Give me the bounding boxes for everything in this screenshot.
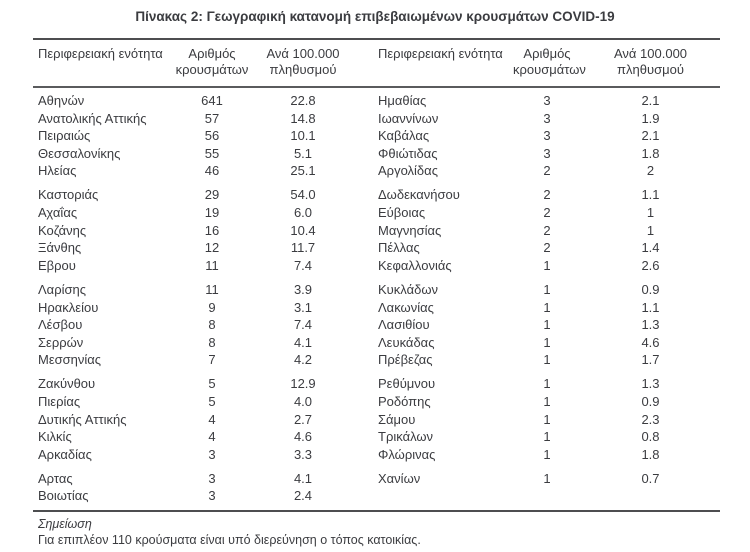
- case-count: 16: [204, 222, 220, 238]
- rate-per-100k: 2.1: [641, 93, 660, 108]
- rate-per-100k: 1.3: [641, 376, 660, 392]
- rate-per-100k: 1.8: [641, 446, 660, 462]
- region-name: Καστοριάς: [38, 187, 99, 203]
- rate-per-100k: 6.0: [293, 205, 313, 221]
- rate-per-100k: 3.9: [293, 281, 313, 297]
- header-per100k-right-line1: Ανά 100.000: [613, 46, 688, 61]
- case-count: 2: [543, 187, 551, 203]
- rate-per-100k: 2: [646, 163, 655, 179]
- region-name: [345, 487, 513, 505]
- rate-per-100k: 7.4: [293, 257, 313, 273]
- header-per100k-right: [581, 46, 720, 78]
- region-name: Κοζάνης: [38, 222, 87, 238]
- rate-per-100k: 1.1: [641, 299, 660, 315]
- region-name: Θεσσαλονίκης: [38, 145, 121, 161]
- case-count: 1: [543, 446, 551, 462]
- header-per100k-right-line2: πληθυσμού: [617, 62, 684, 77]
- region-name: Ρεθύμνου: [378, 376, 436, 392]
- header-cases-right-line2: κρουσμάτων: [513, 62, 586, 77]
- region-name: Σάμου: [378, 411, 416, 427]
- rate-per-100k: 0.8: [641, 429, 660, 445]
- rate-per-100k: 4.0: [293, 394, 313, 409]
- case-count: 5: [208, 394, 216, 409]
- rate-per-100k: 22.8: [290, 93, 316, 108]
- table-row: [33, 446, 720, 464]
- covid-distribution-table: [33, 38, 720, 512]
- rate-per-100k: 14.8: [290, 110, 316, 126]
- region-name: Λαρίσης: [38, 281, 87, 297]
- header-per100k-left-line1: Ανά 100.000: [266, 46, 340, 61]
- case-count: 8: [208, 317, 216, 333]
- case-count: 1: [543, 334, 551, 350]
- header-per100k-left-line2: πληθυσμού: [269, 62, 337, 77]
- region-name: Ροδόπης: [378, 394, 431, 409]
- table-row: [33, 411, 720, 429]
- rate-per-100k: 12.9: [290, 376, 316, 392]
- case-count: 5: [208, 376, 216, 392]
- case-count: 3: [208, 470, 216, 486]
- header-region-left: Περιφερειακή ενότητα: [38, 46, 163, 61]
- case-count: 1: [543, 470, 551, 486]
- rate-per-100k: 2.4: [293, 488, 313, 504]
- rate-per-100k: 4.1: [293, 470, 313, 486]
- region-name: Εύβοιας: [378, 205, 426, 221]
- header-cases-left-line1: Αριθμός: [188, 46, 236, 61]
- case-count: 1: [543, 257, 551, 273]
- rate-per-100k: 10.1: [290, 128, 316, 144]
- header-cases-right-line1: Αριθμός: [523, 46, 571, 61]
- case-count: 1: [543, 299, 551, 315]
- rate-per-100k: 4.2: [293, 352, 313, 368]
- rate-per-100k: 54.0: [290, 187, 316, 203]
- case-count: 2: [543, 205, 551, 221]
- region-name: Δωδεκανήσου: [378, 187, 460, 203]
- footnote-label: Σημείωση: [38, 517, 92, 532]
- row-group: [33, 375, 720, 463]
- region-name: Κεφαλλονιάς: [378, 257, 452, 273]
- case-count: 2: [543, 240, 551, 256]
- rate-per-100k: 4.1: [293, 334, 313, 350]
- table-row: [33, 393, 720, 411]
- table-row: [33, 281, 720, 299]
- table-row: [33, 204, 720, 222]
- case-count: 2: [543, 163, 551, 179]
- rate-per-100k: 11.7: [290, 240, 316, 256]
- table-row: [33, 257, 720, 275]
- footnote-text: Για επιπλέον 110 κρούσματα είναι υπό διερεύνηση ο τόπος κατοικίας.: [38, 533, 421, 548]
- case-count: 641: [201, 93, 223, 108]
- region-name: Δυτικής Αττικής: [38, 411, 127, 427]
- case-count: 56: [204, 128, 220, 144]
- table-bottom-rule: [33, 510, 720, 512]
- rate-per-100k: 4.6: [293, 429, 313, 445]
- region-name: Ζακύνθου: [38, 376, 96, 392]
- row-group: [33, 92, 720, 180]
- table-row: [33, 351, 720, 369]
- region-name: Φλώρινας: [378, 446, 436, 462]
- table-row: [33, 470, 720, 488]
- rate-per-100k: 2.6: [641, 257, 660, 273]
- region-name: Καβάλας: [378, 128, 430, 144]
- rate-per-100k: 25.1: [290, 163, 316, 179]
- case-count: 8: [208, 334, 216, 350]
- rate-per-100k: 0.9: [641, 281, 660, 297]
- rate-per-100k: 1.4: [641, 240, 660, 256]
- header-region-right: Περιφερειακή ενότητα: [378, 46, 503, 61]
- case-count: 3: [543, 110, 551, 126]
- region-name: Μαγνησίας: [378, 222, 442, 238]
- region-name: Αθηνών: [38, 93, 85, 108]
- region-name: Κιλκίς: [38, 429, 72, 445]
- rate-per-100k: 1.8: [641, 145, 660, 161]
- row-group: [33, 186, 720, 274]
- case-count: 1: [543, 376, 551, 392]
- rate-per-100k: [581, 487, 720, 505]
- table-row: [33, 127, 720, 145]
- region-name: Βοιωτίας: [38, 488, 89, 504]
- rate-per-100k: 1: [646, 205, 655, 221]
- region-name: Αρτας: [38, 470, 73, 486]
- rate-per-100k: 10.4: [290, 222, 316, 238]
- case-count: 1: [543, 394, 551, 409]
- rate-per-100k: 4.6: [641, 334, 660, 350]
- region-name: Εβρου: [38, 257, 76, 273]
- header-cases-left-line2: κρουσμάτων: [175, 62, 249, 77]
- case-count: 4: [208, 429, 216, 445]
- case-count: 1: [543, 281, 551, 297]
- case-count: 29: [204, 187, 220, 203]
- rate-per-100k: 7.4: [293, 317, 313, 333]
- header-per100k-left: [261, 46, 345, 78]
- region-name: Ιωαννίνων: [378, 110, 439, 126]
- case-count: 4: [208, 411, 216, 427]
- rate-per-100k: 0.7: [641, 470, 660, 486]
- table-row: [33, 334, 720, 352]
- case-count: 1: [543, 317, 551, 333]
- rate-per-100k: 3.3: [293, 446, 313, 462]
- table-body: [33, 88, 720, 505]
- rate-per-100k: 3.1: [293, 299, 313, 315]
- case-count: [513, 487, 581, 505]
- region-name: Αρκαδίας: [38, 446, 92, 462]
- region-name: Χανίων: [378, 470, 421, 486]
- header-cases-left: [163, 46, 261, 78]
- case-count: 3: [543, 93, 551, 108]
- rate-per-100k: 2.7: [293, 411, 313, 427]
- region-name: Ηλείας: [38, 163, 77, 179]
- region-name: Λακωνίας: [378, 299, 434, 315]
- region-name: Αχαΐας: [38, 205, 78, 221]
- table-row: [33, 487, 720, 505]
- table-header-row: [33, 38, 720, 88]
- region-name: Τρικάλων: [378, 429, 434, 445]
- case-count: 3: [208, 446, 216, 462]
- rate-per-100k: 5.1: [293, 145, 313, 161]
- footnote: [38, 516, 720, 548]
- rate-per-100k: 1: [646, 222, 655, 238]
- case-count: 1: [543, 429, 551, 445]
- case-count: 1: [543, 352, 551, 368]
- case-count: 2: [543, 222, 551, 238]
- region-name: Λασιθίου: [378, 317, 430, 333]
- case-count: 12: [204, 240, 220, 256]
- case-count: 11: [205, 281, 219, 297]
- case-count: 3: [543, 145, 551, 161]
- region-name: Πειραιώς: [38, 128, 91, 144]
- rate-per-100k: 2.1: [641, 128, 660, 144]
- region-name: Πιερίας: [38, 394, 81, 409]
- region-name: Ξάνθης: [38, 240, 82, 256]
- table-row: [33, 428, 720, 446]
- region-name: Λέσβου: [38, 317, 83, 333]
- table-row: [33, 316, 720, 334]
- region-name: Κυκλάδων: [378, 281, 438, 297]
- region-name: Ημαθίας: [378, 93, 427, 108]
- table-row: [33, 375, 720, 393]
- table-row: [33, 222, 720, 240]
- table-row: [33, 239, 720, 257]
- region-name: Πέλλας: [378, 240, 420, 256]
- region-name: Φθιώτιδας: [378, 145, 438, 161]
- case-count: 57: [204, 110, 220, 126]
- region-name: Λευκάδας: [378, 334, 435, 350]
- case-count: 55: [204, 145, 220, 161]
- case-count: 19: [204, 205, 220, 221]
- case-count: 46: [204, 163, 220, 179]
- row-group: [33, 470, 720, 505]
- case-count: 7: [208, 352, 216, 368]
- region-name: Σερρών: [38, 334, 84, 350]
- region-name: Μεσσηνίας: [38, 352, 102, 368]
- rate-per-100k: 1.7: [641, 352, 660, 368]
- table-row: [33, 145, 720, 163]
- table-row: [33, 186, 720, 204]
- rate-per-100k: 1.3: [641, 317, 660, 333]
- table-row: [33, 92, 720, 110]
- rate-per-100k: 1.9: [641, 110, 660, 126]
- table-title: Πίνακας 2: Γεωγραφική κατανομή επιβεβαιωμένων κρουσμάτων COVID-19: [135, 9, 615, 24]
- region-name: Αργολίδας: [378, 163, 438, 179]
- case-count: 11: [205, 257, 219, 273]
- rate-per-100k: 2.3: [641, 411, 660, 427]
- rate-per-100k: 1.1: [641, 187, 660, 203]
- region-name: Ανατολικής Αττικής: [38, 110, 147, 126]
- rate-per-100k: 0.9: [641, 394, 660, 409]
- case-count: 3: [543, 128, 551, 144]
- region-name: Ηρακλείου: [38, 299, 99, 315]
- case-count: 9: [208, 299, 216, 315]
- header-cases-right: [513, 46, 586, 78]
- table-row: [33, 162, 720, 180]
- case-count: 1: [543, 411, 551, 427]
- table-row: [33, 110, 720, 128]
- region-name: Πρέβεζας: [378, 352, 433, 368]
- table-row: [33, 299, 720, 317]
- case-count: 3: [208, 488, 216, 504]
- row-group: [33, 281, 720, 369]
